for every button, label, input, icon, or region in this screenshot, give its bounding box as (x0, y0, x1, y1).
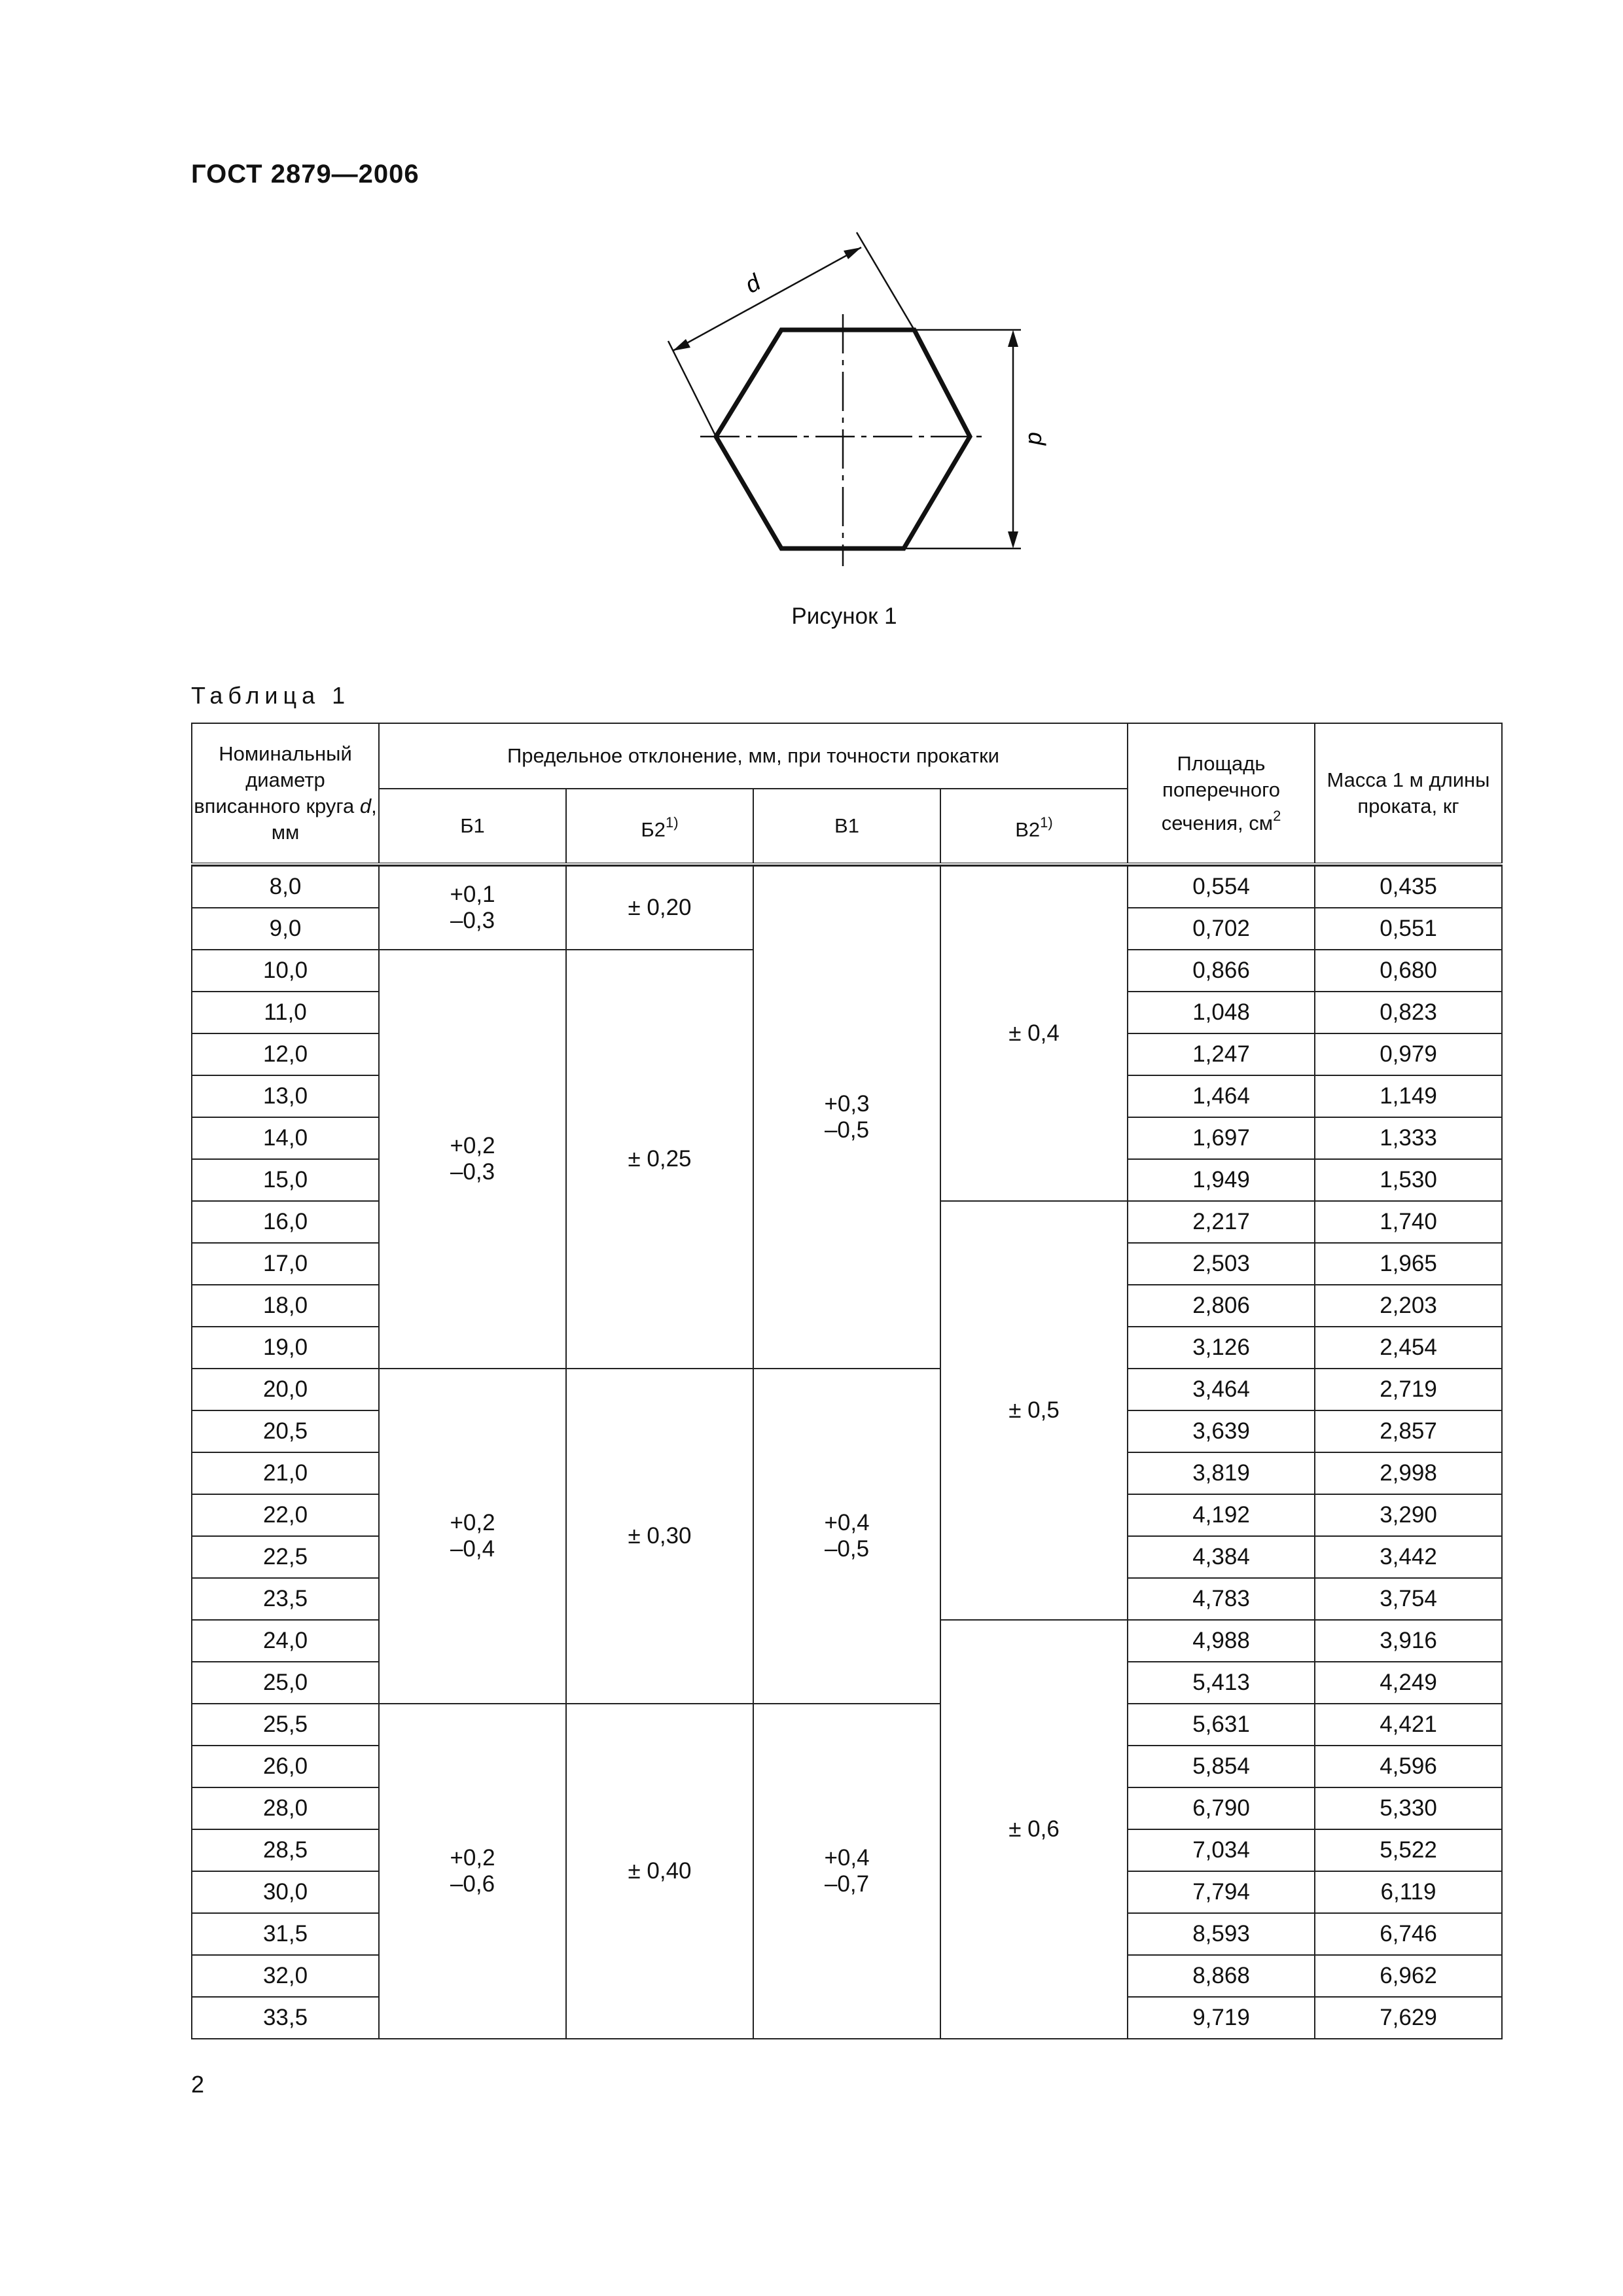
header-v1: В1 (753, 789, 940, 864)
area-cell: 4,783 (1128, 1578, 1315, 1620)
diameter-cell: 32,0 (192, 1955, 379, 1997)
area-cell: 7,794 (1128, 1871, 1315, 1913)
table-caption: Таблица 1 (191, 682, 351, 709)
area-cell: 3,819 (1128, 1452, 1315, 1494)
tolerance-v2-cell: ± 0,5 (940, 1201, 1128, 1620)
mass-cell: 6,746 (1315, 1913, 1502, 1955)
diagonal-d-label: d (740, 268, 765, 298)
mass-cell: 1,740 (1315, 1201, 1502, 1243)
mass-cell: 3,754 (1315, 1578, 1502, 1620)
mass-cell: 7,629 (1315, 1997, 1502, 2039)
area-cell: 3,126 (1128, 1327, 1315, 1369)
mass-cell: 4,249 (1315, 1662, 1502, 1704)
header-b2 (566, 789, 753, 864)
mass-cell: 3,442 (1315, 1536, 1502, 1578)
diameter-cell: 25,5 (192, 1704, 379, 1746)
diameter-cell: 25,0 (192, 1662, 379, 1704)
right-d-label: d (1024, 431, 1050, 446)
tolerance-v1-cell: +0,4 –0,5 (753, 1369, 940, 1704)
table-row (192, 866, 1502, 908)
header-v2-note: 1) (1040, 814, 1053, 831)
tolerance-v1-cell: +0,4 –0,7 (753, 1704, 940, 2039)
tolerance-b2-cell: ± 0,30 (566, 1369, 753, 1704)
diameter-cell: 33,5 (192, 1997, 379, 2039)
table-row (192, 1704, 1502, 1746)
mass-cell: 6,119 (1315, 1871, 1502, 1913)
tolerance-b2-cell: ± 0,20 (566, 866, 753, 950)
header-b2-text: Б2 (641, 817, 666, 841)
tolerance-b1-cell: +0,2 –0,6 (379, 1704, 566, 2039)
header-b2-note: 1) (666, 814, 679, 831)
mass-cell: 0,435 (1315, 866, 1502, 908)
area-cell: 4,988 (1128, 1620, 1315, 1662)
mass-cell: 5,522 (1315, 1829, 1502, 1871)
diameter-cell: 31,5 (192, 1913, 379, 1955)
mass-cell: 6,962 (1315, 1955, 1502, 1997)
page-number: 2 (191, 2071, 205, 2098)
diameter-cell: 20,0 (192, 1369, 379, 1410)
diameter-cell: 19,0 (192, 1327, 379, 1369)
diameter-cell: 28,5 (192, 1829, 379, 1871)
diameter-cell: 15,0 (192, 1159, 379, 1201)
area-cell: 1,949 (1128, 1159, 1315, 1201)
mass-cell: 3,916 (1315, 1620, 1502, 1662)
mass-cell: 3,290 (1315, 1494, 1502, 1536)
area-cell: 0,866 (1128, 950, 1315, 992)
tolerance-b1-cell: +0,1 –0,3 (379, 866, 566, 950)
hexagon-figure (628, 223, 1086, 589)
area-cell: 8,593 (1128, 1913, 1315, 1955)
mass-cell: 1,530 (1315, 1159, 1502, 1201)
mass-cell: 2,998 (1315, 1452, 1502, 1494)
dimensions-table (191, 723, 1503, 2039)
diameter-cell: 23,5 (192, 1578, 379, 1620)
tolerance-b1-cell: +0,2 –0,3 (379, 950, 566, 1369)
area-cell: 5,413 (1128, 1662, 1315, 1704)
diameter-cell: 22,0 (192, 1494, 379, 1536)
tolerance-v1-cell: +0,3 –0,5 (753, 866, 940, 1369)
mass-cell: 5,330 (1315, 1787, 1502, 1829)
area-cell: 5,854 (1128, 1746, 1315, 1787)
header-b1: Б1 (379, 789, 566, 864)
area-cell: 8,868 (1128, 1955, 1315, 1997)
area-cell: 2,806 (1128, 1285, 1315, 1327)
mass-cell: 4,421 (1315, 1704, 1502, 1746)
tolerance-b2-cell: ± 0,25 (566, 950, 753, 1369)
area-cell: 0,554 (1128, 866, 1315, 908)
area-cell: 1,048 (1128, 992, 1315, 1033)
diameter-cell: 30,0 (192, 1871, 379, 1913)
area-cell: 9,719 (1128, 1997, 1315, 2039)
mass-cell: 2,454 (1315, 1327, 1502, 1369)
diameter-cell: 21,0 (192, 1452, 379, 1494)
mass-cell: 0,979 (1315, 1033, 1502, 1075)
area-cell: 3,464 (1128, 1369, 1315, 1410)
mass-cell: 1,149 (1315, 1075, 1502, 1117)
diameter-cell: 12,0 (192, 1033, 379, 1075)
header-nominal-diameter: Номинальный диаметр вписанного круга d, мм (192, 723, 379, 864)
mass-cell: 2,719 (1315, 1369, 1502, 1410)
area-cell: 2,503 (1128, 1243, 1315, 1285)
area-cell: 4,384 (1128, 1536, 1315, 1578)
area-cell: 5,631 (1128, 1704, 1315, 1746)
area-cell: 1,464 (1128, 1075, 1315, 1117)
tolerance-v2-cell: ± 0,4 (940, 866, 1128, 1201)
tolerance-b2-cell: ± 0,40 (566, 1704, 753, 2039)
header-v2 (940, 789, 1128, 864)
area-cell: 7,034 (1128, 1829, 1315, 1871)
table-row (192, 1369, 1502, 1410)
area-cell: 1,697 (1128, 1117, 1315, 1159)
diameter-cell: 20,5 (192, 1410, 379, 1452)
area-cell: 1,247 (1128, 1033, 1315, 1075)
area-cell: 4,192 (1128, 1494, 1315, 1536)
diameter-cell: 8,0 (192, 866, 379, 908)
figure-caption: Рисунок 1 (791, 603, 897, 629)
diameter-cell: 10,0 (192, 950, 379, 992)
diameter-cell: 16,0 (192, 1201, 379, 1243)
diameter-cell: 24,0 (192, 1620, 379, 1662)
area-cell: 2,217 (1128, 1201, 1315, 1243)
diameter-cell: 9,0 (192, 908, 379, 950)
header-deviation: Предельное отклонение, мм, при точности прокатки (379, 723, 1128, 789)
area-cell: 3,639 (1128, 1410, 1315, 1452)
mass-cell: 1,965 (1315, 1243, 1502, 1285)
diameter-cell: 28,0 (192, 1787, 379, 1829)
diameter-cell: 26,0 (192, 1746, 379, 1787)
header-v2-text: В2 (1015, 817, 1041, 841)
area-cell: 6,790 (1128, 1787, 1315, 1829)
mass-cell: 1,333 (1315, 1117, 1502, 1159)
diameter-cell: 18,0 (192, 1285, 379, 1327)
mass-cell: 0,823 (1315, 992, 1502, 1033)
header-mass: Масса 1 м длины проката, кг (1315, 723, 1502, 864)
diameter-cell: 14,0 (192, 1117, 379, 1159)
mass-cell: 2,857 (1315, 1410, 1502, 1452)
area-cell: 0,702 (1128, 908, 1315, 950)
header-area-sup: 2 (1273, 807, 1281, 824)
mass-cell: 2,203 (1315, 1285, 1502, 1327)
diameter-cell: 17,0 (192, 1243, 379, 1285)
header-area (1128, 723, 1315, 864)
mass-cell: 0,680 (1315, 950, 1502, 992)
diameter-cell: 11,0 (192, 992, 379, 1033)
mass-cell: 4,596 (1315, 1746, 1502, 1787)
diameter-cell: 13,0 (192, 1075, 379, 1117)
diameter-cell: 22,5 (192, 1536, 379, 1578)
mass-cell: 0,551 (1315, 908, 1502, 950)
tolerance-b1-cell: +0,2 –0,4 (379, 1369, 566, 1704)
tolerance-v2-cell: ± 0,6 (940, 1620, 1128, 2039)
header-area-text: Площадь поперечного сечения, см (1161, 751, 1280, 834)
standard-title: ГОСТ 2879—2006 (191, 160, 419, 188)
